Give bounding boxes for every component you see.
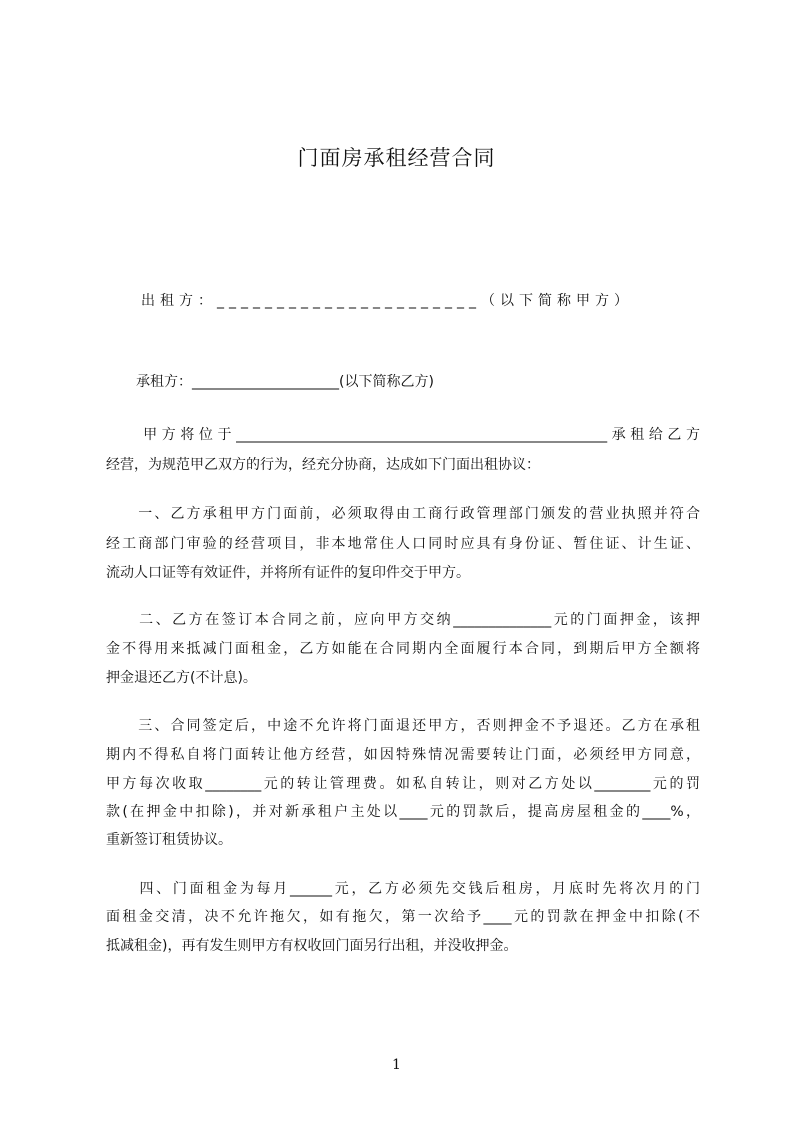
clause4-line-2: 面租金交清，决不允许拖欠，如有拖欠，第一次给予____元的罚款在押金中扣除(不: [106, 909, 700, 925]
lessor-line: 出租方：______________________（以下简称甲方）: [141, 293, 633, 309]
lessee-line: 承租方：_____________________(以下简称乙方): [136, 374, 434, 390]
clause3-line-2: 期内不得私自将门面转让他方经营，如因特殊情况需要转让门面，必须经甲方同意，: [106, 747, 700, 763]
clause2-line-2: 金不得用来抵减门面租金，乙方如能在合同期内全面履行本合同，到期后甲方全额将: [106, 641, 700, 657]
clause1-line-2: 经工商部门审验的经营项目，非本地常住人口同时应具有身份证、暂住证、计生证、: [106, 536, 700, 552]
clause4-line-1: 四、门面租金为每月______元，乙方必须先交钱后租房，月底时先将次月的门: [106, 881, 700, 897]
clause3-line-1: 三、合同签定后，中途不允许将门面退还甲方，否则押金不予退还。乙方在承租: [106, 718, 700, 734]
clause2-line-3: 押金退还乙方(不计息)。: [106, 670, 257, 686]
intro-line-1: 甲方将位于_____________________________________________________承租给乙方: [106, 427, 700, 443]
clause3-line-3: 甲方每次收取________元的转让管理费。如私自转让，则对乙方处以________元的罚: [106, 776, 700, 792]
clause3-line-5: 重新签订租赁协议。: [106, 832, 232, 848]
clause2-line-1: 二、乙方在签订本合同之前，应向甲方交纳______________元的门面押金，该押: [106, 612, 700, 628]
clause1-line-3: 流动人口证等有效证件，并将所有证件的复印件交于甲方。: [106, 565, 470, 581]
clause1-line-1: 一、乙方承租甲方门面前，必须取得由工商行政管理部门颁发的营业执照并符合: [106, 506, 700, 522]
clause3-line-4: 款(在押金中扣除)，并对新承租户主处以____元的罚款后，提高房屋租金的____%，: [106, 804, 700, 820]
page-number: 1: [392, 1057, 401, 1073]
document-title: 门面房承租经营合同: [297, 146, 496, 170]
intro-line-2: 经营，为规范甲乙双方的行为，经充分协商，达成如下门面出租协议：: [106, 457, 540, 473]
clause4-line-3: 抵减租金)，再有发生则甲方有权收回门面另行出租，并没收押金。: [106, 938, 518, 954]
